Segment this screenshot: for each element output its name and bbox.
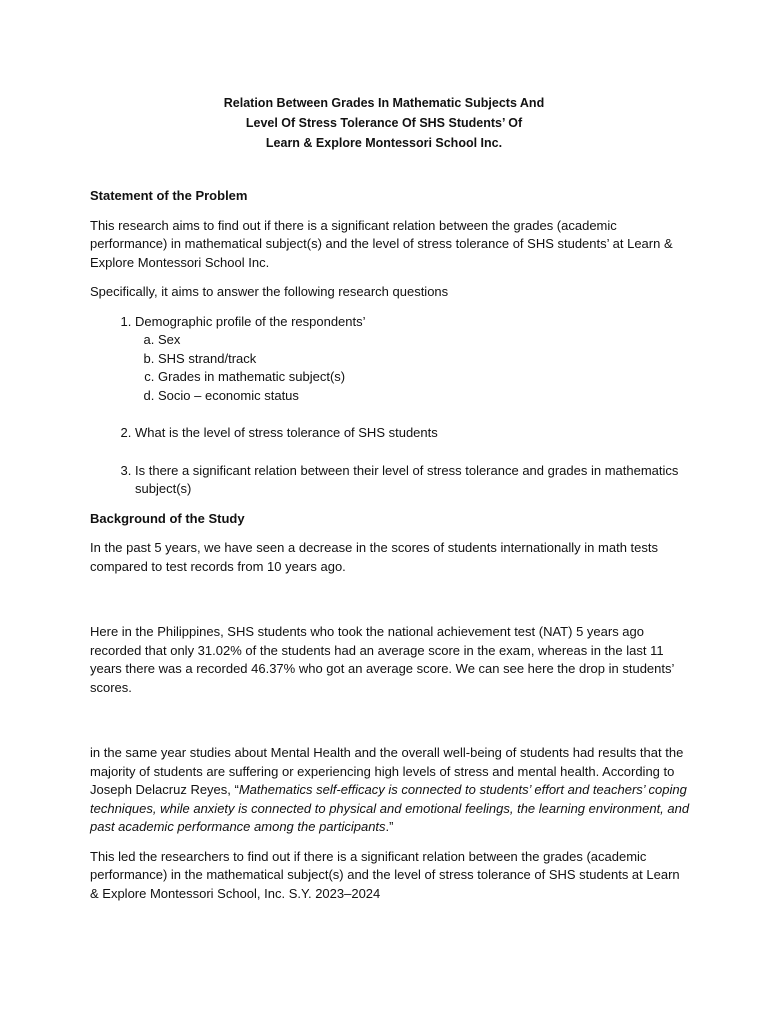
research-question-2 — [135, 424, 690, 443]
research-questions-list — [90, 313, 690, 499]
sub-item-grades: c. Grades in mathematic subject(s) — [158, 368, 690, 387]
title-line-3: Learn & Explore Montessori School Inc. — [265, 136, 503, 150]
document-body — [90, 187, 690, 914]
research-question-3-text: Is there a significant relation between their level of stress tolerance and grades in mathematics subject(s) — [135, 462, 679, 496]
sub-item-strand: b. SHS strand/track — [158, 350, 690, 369]
background-paragraph-3-intro: in the same year studies about Mental Health and the overall well-being of students had results that the majority of students are suffering or experiencing high levels of stress and mental health. According to Joseph Delacruz Reyes, “ — [90, 745, 684, 797]
demographic-sublist — [135, 331, 690, 405]
title-line-2: Level Of Stress Tolerance Of SHS Students’ Of — [245, 116, 523, 130]
background-paragraph-2: Here in the Philippines, SHS students who took the national achievement test (NAT) 5 years ago recorded that only 31.02% of the students had an average score in the exam, whereas in the last 11 years there was a recorded 46.37% who got an average score. We can see here the drop in students’ scores. — [90, 624, 674, 695]
research-question-1-text: Demographic profile of the respondents’ — [135, 313, 366, 329]
sub-item-sex: a. Sex — [158, 331, 690, 350]
research-question-1 — [135, 313, 690, 406]
research-question-2-text: What is the level of stress tolerance of SHS students — [135, 425, 438, 440]
research-question-3 — [135, 462, 690, 499]
background-paragraph-3-end: .” — [385, 819, 394, 834]
title-line-1: Relation Between Grades In Mathematic Subjects And — [223, 96, 545, 110]
background-paragraph-4: This led the researchers to find out if there is a significant relation between the grades (academic performance) in the mathematical subject(s) and the level of stress tolerance of SHS students at Learn & Explore Montessori School, Inc. S.Y. 2023–2024 — [90, 848, 680, 901]
statement-paragraph-1: This research aims to find out if there is a significant relation between the grades (academic performance) in mathematical subject(s) and the level of stress tolerance of SHS students’ at Learn & Explore Montessori School Inc. — [90, 217, 673, 270]
background-quote: Mathematics self-efficacy is connected to students’ effort and teachers’ coping techniques, while anxiety is connected to physical and emotional feelings, the learning environment, and past academic performance among the participants — [90, 782, 690, 834]
document-title — [0, 93, 768, 153]
sub-item-socio-economic: d. Socio – economic status — [158, 387, 690, 406]
statement-paragraph-2: Specifically, it aims to answer the following research questions — [90, 284, 449, 299]
background-paragraph-3 — [90, 744, 690, 837]
statement-heading: Statement of the Problem — [90, 188, 248, 203]
background-heading: Background of the Study — [90, 510, 245, 526]
background-paragraph-1: In the past 5 years, we have seen a decrease in the scores of students internationally in math tests compared to test records from 10 years ago. — [90, 540, 658, 574]
